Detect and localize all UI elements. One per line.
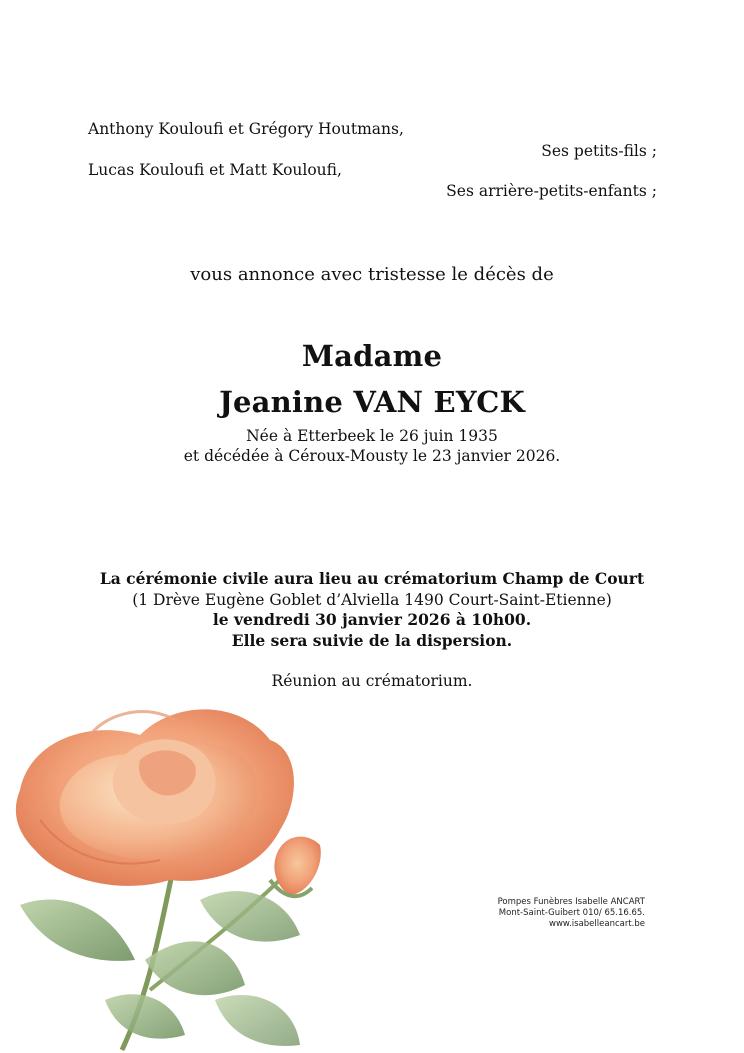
ceremony-date: le vendredi 30 janvier 2026 à 10h00. (212, 610, 532, 629)
announcement-text: vous annonce avec tristesse le décès de (190, 264, 554, 285)
deceased-title: Madame (301, 339, 443, 373)
family-line-grandsons: Anthony Kouloufi et Grégory Houtmans, (88, 120, 404, 138)
funeral-home-name: Pompes Funèbres Isabelle ANCART (497, 897, 645, 907)
ceremony-block (0, 569, 744, 651)
ceremony-address: (1 Drève Eugène Goblet d’Alviella 1490 Court-Saint-Etienne) (132, 590, 612, 609)
ceremony-location: La cérémonie civile aura lieu au crématorium Champ de Court (99, 569, 645, 588)
funeral-home-website[interactable]: www.isabelleancart.be (549, 919, 645, 929)
funeral-home-info (498, 897, 645, 930)
birth-info: Née à Etterbeek le 26 juin 1935 (246, 427, 498, 445)
family-relation-great-grandchildren: Ses arrière-petits-enfants ; (446, 182, 657, 200)
death-info: et décédée à Céroux-Mousty le 23 janvier 2026. (183, 447, 561, 465)
family-line-great-grandchildren: Lucas Kouloufi et Matt Kouloufi, (88, 161, 342, 179)
family-relation-grandsons: Ses petits-fils ; (541, 142, 657, 160)
ceremony-dispersion: Elle sera suivie de la dispersion. (231, 630, 513, 650)
funeral-home-address: Mont-Saint-Guibert 010/ 65.16.65. (498, 908, 645, 918)
reunion-text: Réunion au crématorium. (271, 672, 473, 690)
deceased-name: Jeanine VAN EYCK (219, 385, 525, 419)
